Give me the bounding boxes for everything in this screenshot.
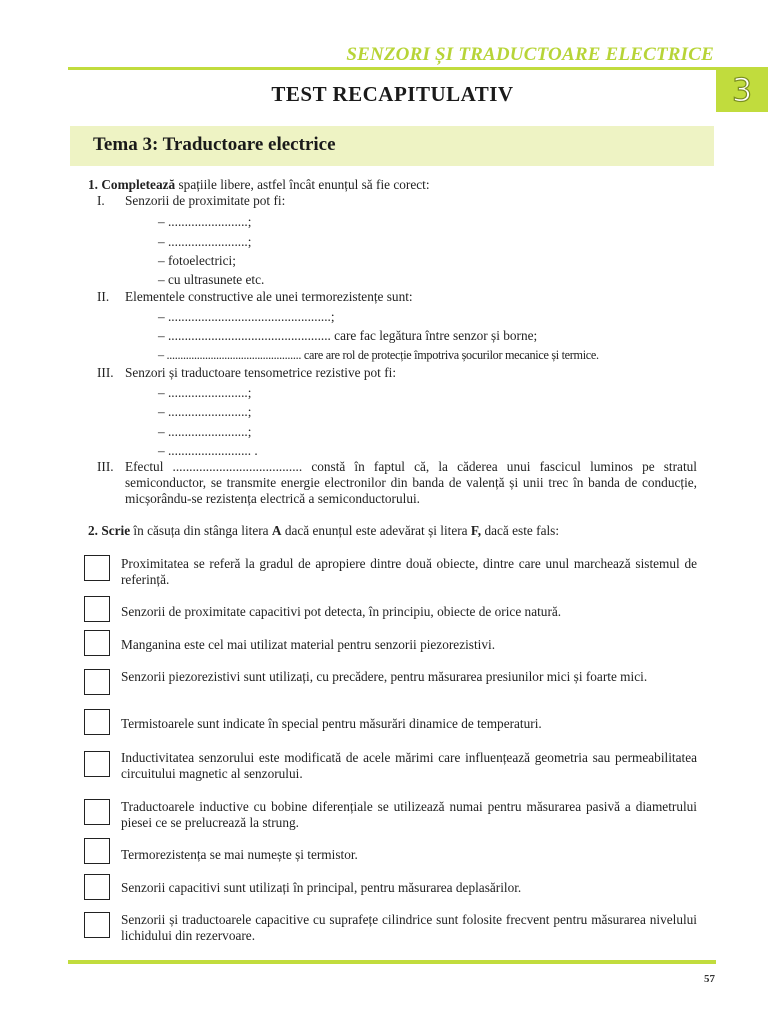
- answer-box-10[interactable]: [84, 912, 110, 938]
- q2-instruction-part-b: dacă enunțul este adevărat și litera: [281, 523, 471, 538]
- statement-6: Inductivitatea senzorului este modificată de acele mărimi care influențează geometria sau permeabilitatea circuitului magnetic al senzorului.: [121, 750, 697, 781]
- answer-box-7[interactable]: [84, 799, 110, 825]
- answer-box-1[interactable]: [84, 555, 110, 581]
- q2-letter-a: A: [271, 523, 282, 538]
- q1-item-2-text: Elementele constructive ale unei termorezistențe sunt:: [125, 289, 413, 304]
- chapter-number: 3: [731, 70, 753, 109]
- statement-3: Manganina este cel mai utilizat material pentru senzorii piezorezistivi.: [121, 637, 496, 652]
- header-rule: [68, 67, 716, 70]
- answer-box-9[interactable]: [84, 874, 110, 900]
- statement-4: Senzorii piezorezistivi sunt utilizați, cu precădere, pentru măsurarea presiunilor mici și foarte mici.: [121, 669, 648, 684]
- statement-2: Senzorii de proximitate capacitivi pot detecta, în principiu, obiecte de orice natură.: [121, 604, 562, 619]
- q1-item-1-blank-1: – ........................;: [158, 214, 252, 229]
- q1-item-3-blank-2: – ........................;: [158, 404, 252, 419]
- q1-number: 1.: [88, 177, 98, 192]
- q1-item-1-label: I.: [97, 193, 105, 208]
- q2-number: 2.: [88, 523, 98, 538]
- answer-box-8[interactable]: [84, 838, 110, 864]
- q1-item-2-blank-2: – ................................................. care fac legătura între senzor și borne;: [158, 328, 538, 343]
- q1-instruction: [88, 177, 430, 193]
- q1-item-2-label: II.: [97, 289, 110, 304]
- page-number: 57: [704, 973, 715, 985]
- page-title: TEST RECAPITULATIV: [271, 82, 514, 106]
- statement-7: Traductoarele inductive cu bobine diferențiale se utilizează numai pentru măsurarea pasivă a diametrului piesei ce se prelucrează la strung.: [121, 799, 697, 830]
- q1-item-4-label: III.: [97, 459, 114, 474]
- statement-9: Senzorii capacitivi sunt utilizați în principal, pentru măsurarea deplasărilor.: [121, 880, 522, 895]
- statement-1: Proximitatea se referă la gradul de apropiere dintre două obiecte, dintre care unul marchează sistemul de referință.: [121, 556, 697, 587]
- q1-item-1-text: Senzorii de proximitate pot fi:: [125, 193, 286, 208]
- answer-box-6[interactable]: [84, 751, 110, 777]
- answer-box-2[interactable]: [84, 596, 110, 622]
- q2-verb: Scrie: [101, 523, 131, 538]
- q1-verb: Completează: [101, 177, 176, 192]
- q1-item-2-blank-1: – .................................................;: [158, 309, 335, 324]
- theme-title: Tema 3: Traductoare electrice: [93, 134, 336, 155]
- q1-item-1-line-3: – fotoelectrici;: [158, 253, 236, 268]
- q1-item-1-blank-2: – ........................;: [158, 234, 252, 249]
- answer-box-4[interactable]: [84, 669, 110, 695]
- answer-box-3[interactable]: [84, 630, 110, 656]
- statement-5: Termistoarele sunt indicate în special pentru măsurări dinamice de temperaturi.: [121, 716, 542, 731]
- q2-letter-f: F,: [470, 523, 482, 538]
- q1-item-2-blank-3: – ................................................. care are rol de protecție împotriva șocurilor mecanice și termice.: [158, 348, 599, 362]
- q1-item-3-text: Senzori și traductoare tensometrice rezistive pot fi:: [125, 365, 397, 380]
- q1-item-1-line-4: – cu ultrasunete etc.: [158, 272, 265, 287]
- answer-box-5[interactable]: [84, 709, 110, 735]
- q1-instruction-text: spațiile libere, astfel încât enunțul să fie corect:: [175, 177, 430, 192]
- q1-item-3-blank-4: – ......................... .: [158, 443, 258, 458]
- q2-instruction-part-a: în căsuța din stânga litera: [130, 523, 272, 538]
- q2-instruction: [88, 523, 559, 539]
- statement-10: Senzorii și traductoarele capacitive cu suprafețe cilindrice sunt folosite frecvent pentru măsurarea nivelului lichidului din rezervoare.: [121, 912, 697, 943]
- footer-rule: [68, 960, 716, 964]
- q1-item-3-blank-3: – ........................;: [158, 424, 252, 439]
- running-header-title: SENZORI ȘI TRADUCTOARE ELECTRICE: [346, 44, 714, 65]
- q1-item-4-text: Efectul ....................................... constă în faptul că, la căderea unui fascicul luminos pe stratul semiconductor, se transmite energie electronilor din banda de valență și unii trec în banda de conducție, micșorându-se rezistența electrică a semiconductorului.: [125, 459, 697, 506]
- q1-item-3-blank-1: – ........................;: [158, 385, 252, 400]
- statement-8: Termorezistența se mai numește și termistor.: [121, 847, 358, 862]
- q2-instruction-part-c: dacă este fals:: [481, 523, 560, 538]
- q1-item-3-label: III.: [97, 365, 114, 380]
